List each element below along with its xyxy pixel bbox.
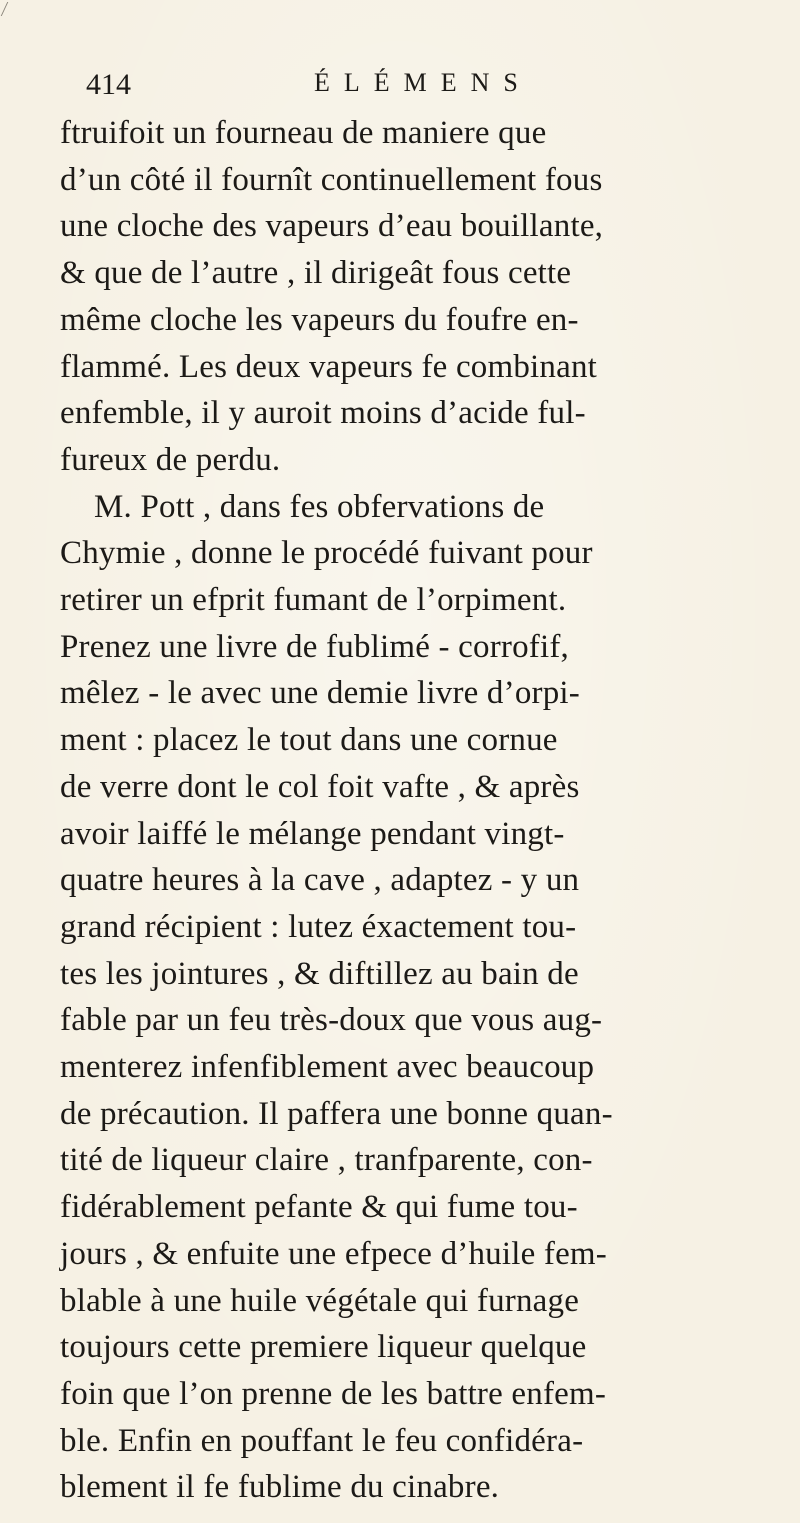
text-line: même cloche les vapeurs du foufre en- <box>60 301 579 338</box>
text-line: tes les jointures , & diftillez au bain de <box>60 955 579 992</box>
text-line: Prenez une livre de fublimé - corrofif, <box>60 628 570 665</box>
corner-mark <box>1 2 19 16</box>
text-line: quatre heures à la cave , adaptez - y un <box>60 862 580 899</box>
text-line: avoir laiffé le mélange pendant vingt- <box>60 815 565 852</box>
text-line: ment : placez le tout dans une cornue <box>60 722 558 759</box>
page-number: 414 <box>86 68 131 101</box>
running-title: ÉLÉMENS <box>314 68 532 97</box>
text-line: & que de l’autre , il dirigeât fous cette <box>60 255 572 292</box>
text-line: d’un côté il fournît continuellement fous <box>60 161 603 198</box>
text-line: retirer un efprit fumant de l’orpiment. <box>60 582 567 619</box>
body-text <box>60 110 780 1511</box>
text-line: fidérablement pefante & qui fume tou- <box>60 1189 578 1226</box>
text-line: toujours cette premiere liqueur quelque <box>60 1329 587 1366</box>
text-line: menterez infenfiblement avec beaucoup <box>60 1049 595 1086</box>
text-line: ble. Enfin en pouffant le feu confidéra- <box>60 1422 584 1459</box>
text-line: ftruifoit un fourneau de maniere que <box>60 115 547 151</box>
text-line: une cloche des vapeurs d’eau bouillante, <box>60 208 604 245</box>
text-line: fable par un feu très-doux que vous aug- <box>60 1002 603 1039</box>
text-line: jours , & enfuite une efpece d’huile fem- <box>60 1235 607 1272</box>
paragraph-start-line: M. Pott , dans fes obfervations de <box>94 488 545 525</box>
text-line: de verre dont le col foit vafte , & après <box>60 768 580 805</box>
page-header <box>86 68 760 108</box>
text-line: mêlez - le avec une demie livre d’orpi- <box>60 675 580 712</box>
text-line: flammé. Les deux vapeurs fe combinant <box>60 348 598 385</box>
text-line: foin que l’on prenne de les battre enfem- <box>60 1375 607 1412</box>
text-line: enfemble, il y auroit moins d’acide ful- <box>60 395 586 432</box>
text-line: tité de liqueur claire , tranfparente, con- <box>60 1142 593 1179</box>
text-line: fureux de perdu. <box>60 441 281 478</box>
text-line: blement il fe fublime du cinabre. <box>60 1469 500 1506</box>
text-line: grand récipient : lutez éxactement tou- <box>60 908 577 945</box>
text-line: blable à une huile végétale qui furnage <box>60 1282 580 1319</box>
text-line: de précaution. Il paffera une bonne quan- <box>60 1095 613 1132</box>
text-line: Chymie , donne le procédé fuivant pour <box>60 535 593 572</box>
